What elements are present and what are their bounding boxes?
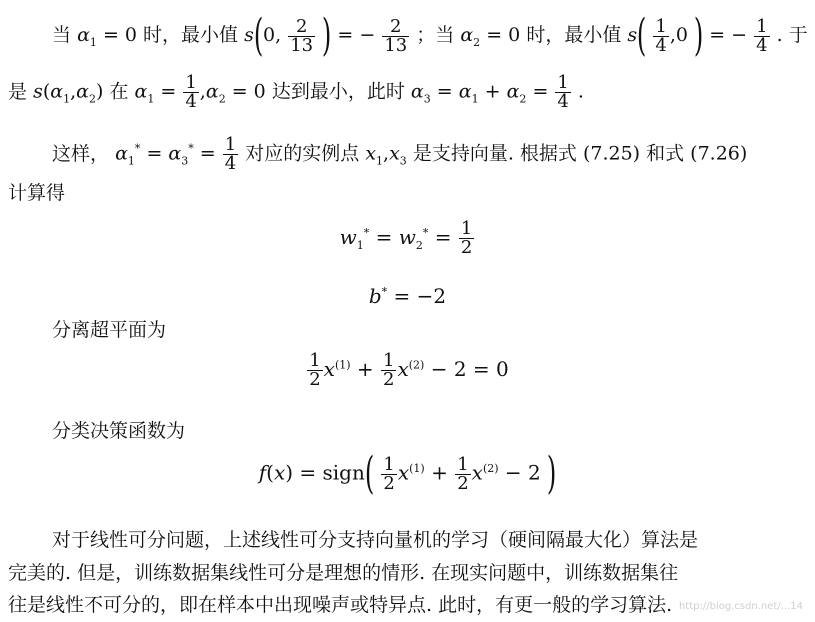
decision-label: 分类决策函数为 bbox=[52, 420, 186, 442]
watermark: http://blog.csdn.net/...14 bbox=[678, 601, 803, 612]
weight-equation: $w_1^* = w_2^*$ = $\frac{1}{2}$ bbox=[339, 218, 473, 258]
hyperplane-label: 分离超平面为 bbox=[52, 319, 167, 341]
hyperplane-equation: $\frac{1}{2}$ $x^{(1)}$ + $\frac{1}{2}$ $x^{(2)} - 2 = 0$ bbox=[309, 350, 509, 390]
paragraph3-line1: 对于线性可分问题，上述线性可分支持向量机的学习（硬间隔最大化）算法是 bbox=[52, 529, 699, 551]
bias-equation: b* = −2 bbox=[368, 284, 447, 308]
paragraph2-line1: 这样， $\alpha_1^* = \alpha_3^*$ = $\frac{1}{4}$ 对应的实例点 $x_1,x_3$ 是支持向量. 根据式 (7.25) 和式 (7.26) bbox=[52, 134, 748, 174]
paragraph2-line2: 计算得 bbox=[8, 182, 66, 204]
decision-equation: f(x) = sign( $\frac{1}{2}$ $x^{(1)}$ + $\frac{1}{2}$ $x^{(2)} - 2$ ) bbox=[258, 448, 557, 499]
paragraph1-line1: 当 $\alpha_1 = 0$ 时，最小值 s(0, $\frac{2}{13}$ ) = − $\frac{2}{13}$ ；当 $\alpha_2 = 0$ 时，最小值 s( $\frac{1}{4}$ ,0 ) = − $\frac{1}{4}$ . 于 bbox=[52, 10, 808, 61]
paragraph3-line2: 完美的. 但是，训练数据集线性可分是理想的情形. 在现实问题中，训练数据集往 bbox=[8, 562, 679, 584]
paragraph1-line2: 是 $s(\alpha_1,\alpha_2)$ 在 $\alpha_1$ = $\frac{1}{4}$ $,\alpha_2 = 0$ 达到最小，此时 $\alpha_3 = \alpha_1 + \alpha_2$ = $\frac{1}{4}$ . bbox=[8, 72, 584, 112]
paragraph3-line3: 往是线性不可分的，即在样本中出现噪声或特异点. 此时，有更一般的学习算法. bbox=[8, 594, 673, 616]
